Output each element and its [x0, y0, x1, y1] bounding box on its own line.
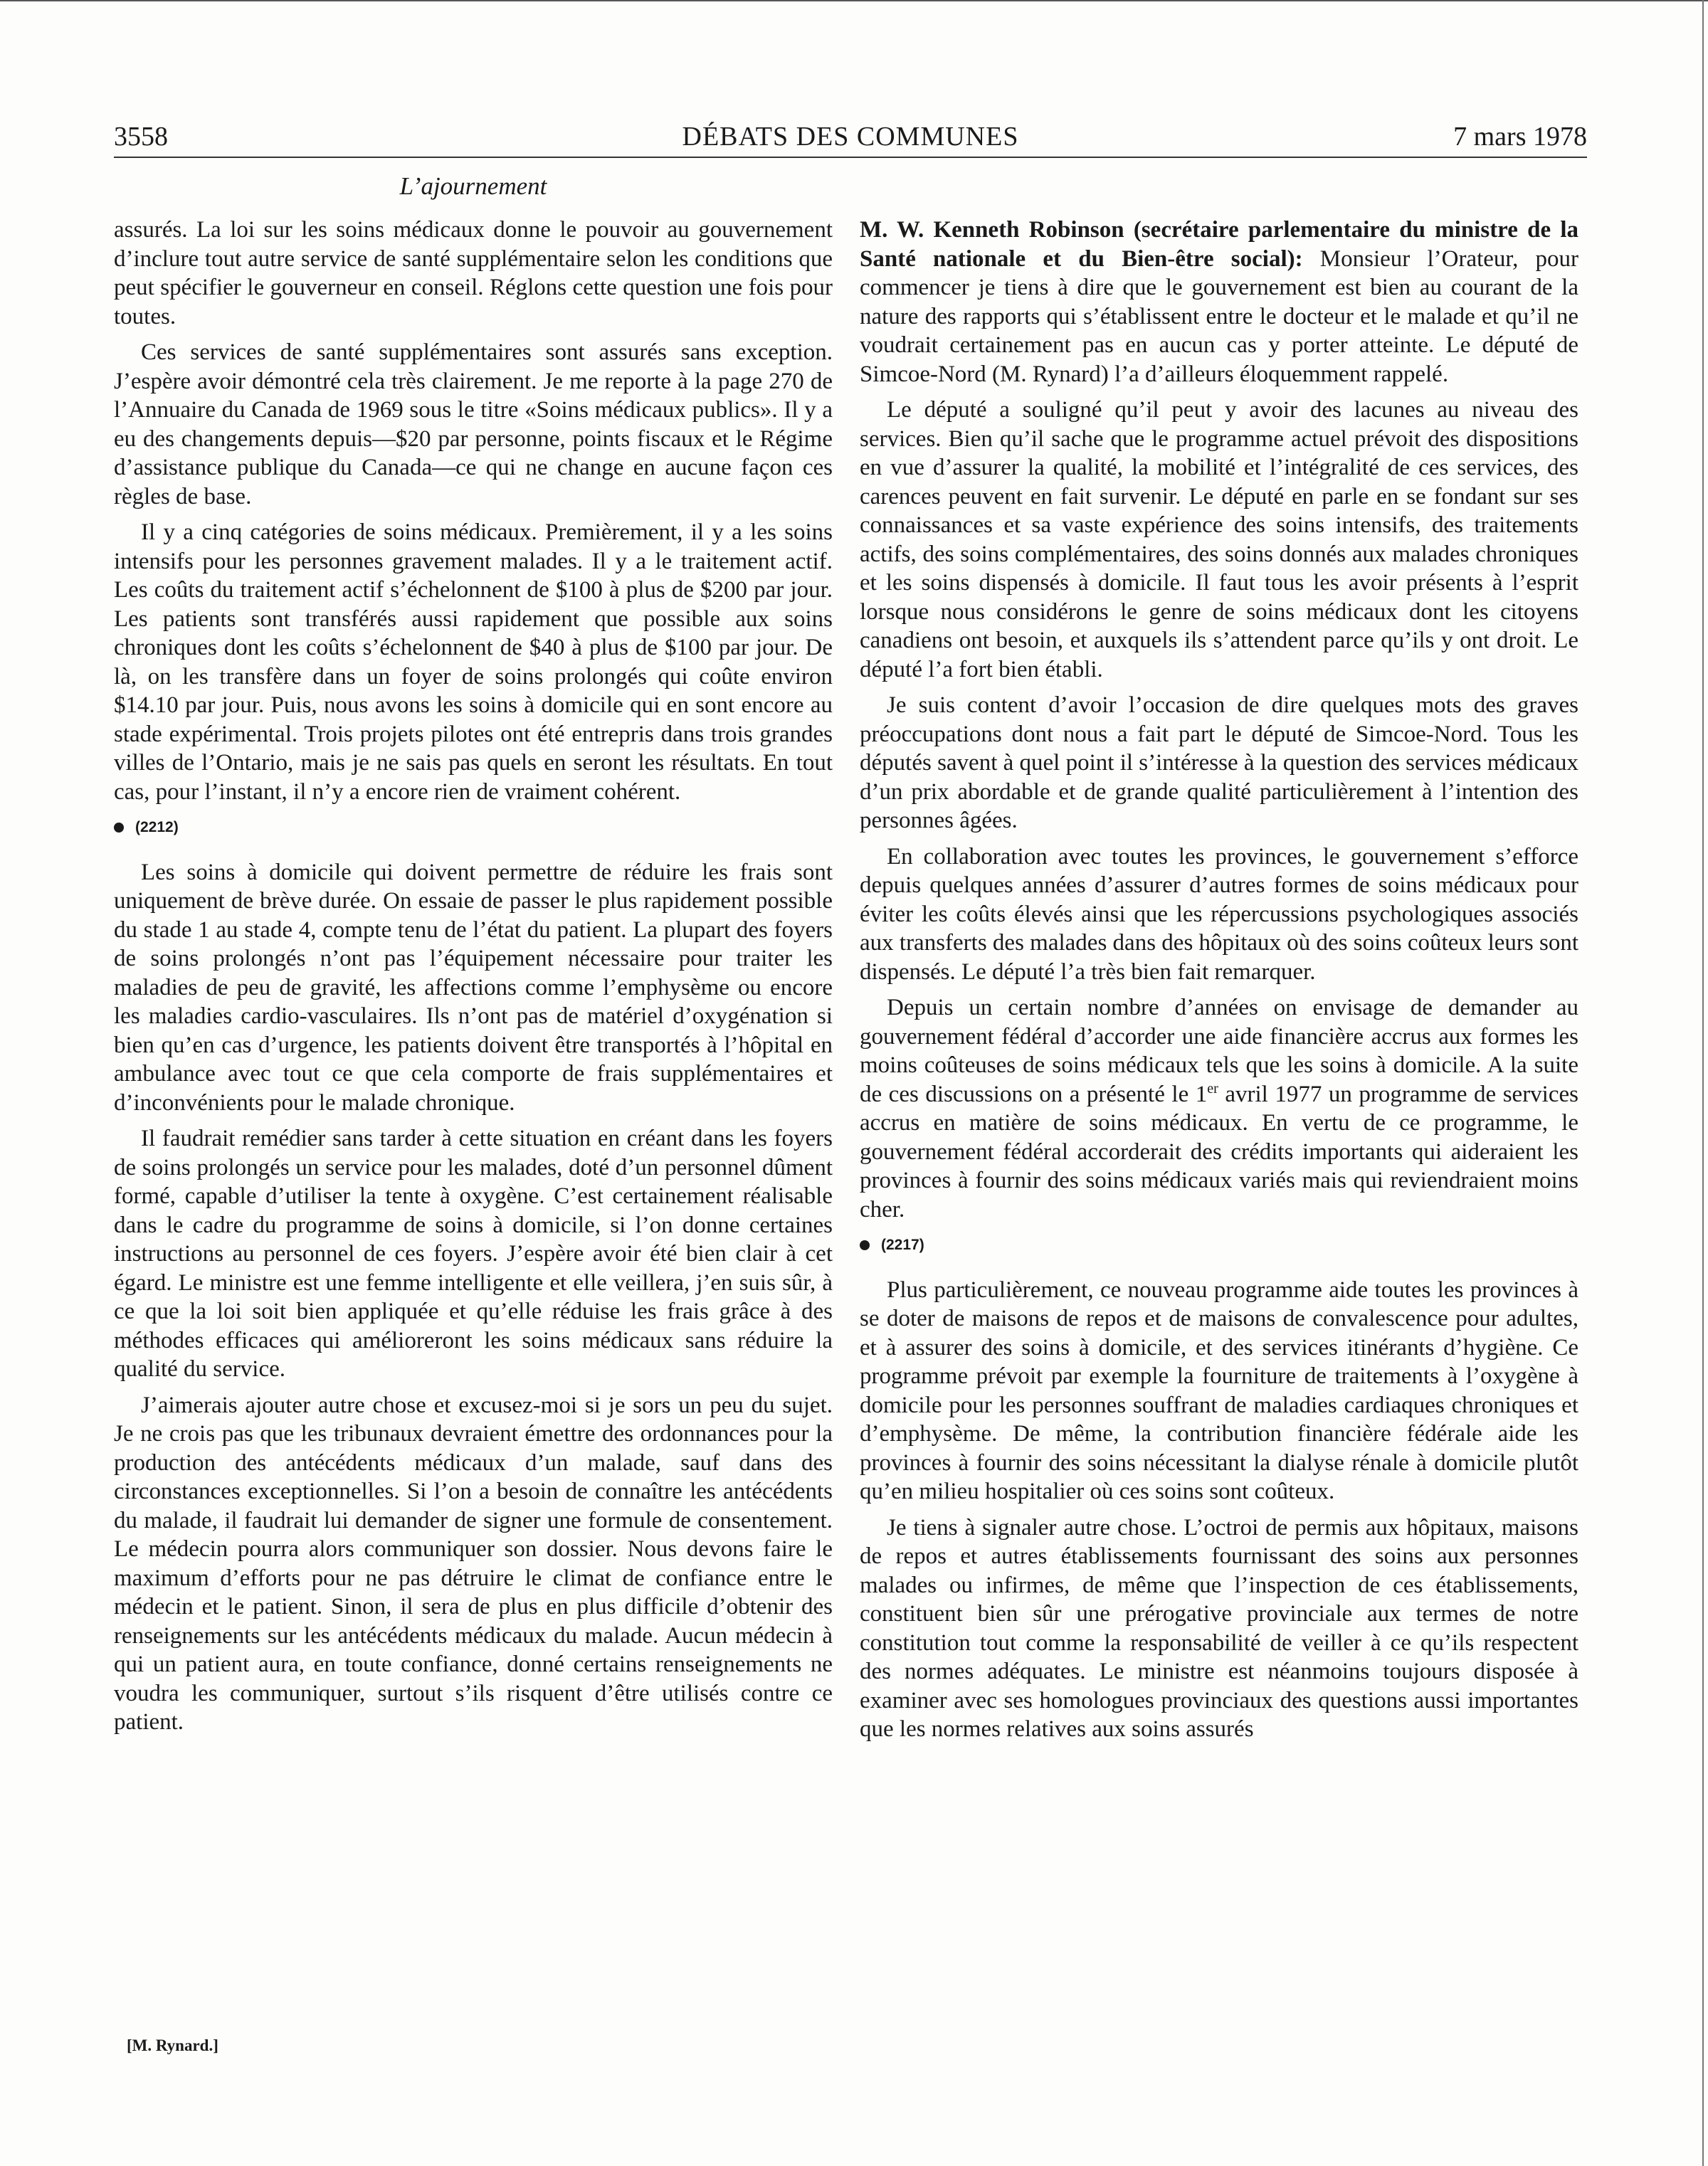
speaker-name: M. W. Kenneth Robinson (secrétaire parlementaire du ministre de la Santé nationale et du Bien-être social): [860, 217, 1578, 272]
right-column [860, 216, 1578, 1751]
paragraph: Les soins à domicile qui doivent permettre de réduire les frais sont uniquement de brève durée. On essaie de passer le plus rapidement possible du stade 1 au stade 4, compte tenu de l’état du patient. La plupart des foyers de soins prolongés n’ont pas l’équipement nécessaire pour traiter les maladies de peu de gravité, les affections comme l’emphysème ou encore les maladies cardio-vasculaires. Ils n’ont pas de matériel d’oxygénation si bien qu’en cas d’urgence, les patients doivent être transportés à l’hôpital en ambulance avec tout ce que cela comporte de frais supplémentaires et d’inconvénients pour le malade chronique. [114, 859, 833, 1116]
journal-title: DÉBATS DES COMMUNES [682, 122, 1019, 152]
page-border [0, 0, 1708, 1]
bullet-icon [114, 823, 124, 833]
paragraph-text: Monsieur l’Orateur, pour commencer je tiens à dire que le gouvernement est bien au courant de la nature des rapports qui s’établissent entre le docteur et le malade et qu’il ne voudrait certainement pas en aucun cas y porter atteinte. Le député de Simcoe-Nord (M. Rynard) l’a d’ailleurs éloquemment rappelé. [860, 245, 1579, 387]
time-marker [860, 1231, 1578, 1260]
header-rule [114, 157, 1587, 158]
left-column [114, 216, 833, 1744]
paragraph: Je suis content d’avoir l’occasion de dire quelques mots des graves préoccupations dont nous a fait part le député de Simcoe-Nord. Tous les députés savent à quel point il s’intéresse à la question des services médicaux d’un prix abordable et de grande qualité particulièrement à l’intention des personnes âgées. [860, 692, 1578, 833]
paragraph: En collaboration avec toutes les provinces, le gouvernement s’efforce depuis quelques années d’assurer d’autres formes de soins médicaux pour éviter les coûts élevés ainsi que les répercussions psychologiques associés aux transferts des malades dans des hôpitaux où des soins coûteux leurs sont dispensés. Le député l’a très bien fait remarquer. [860, 843, 1578, 985]
paragraph: Il y a cinq catégories de soins médicaux. Premièrement, il y a les soins intensifs pour les personnes gravement malades. Il y a le traitement actif. Les coûts du traitement actif s’échelonnent de $100 à plus de $200 par jour. Les patients sont transférés aussi rapidement que possible aux soins chroniques dont les coûts s’échelonnent de $40 à plus de $100 par jour. De là, on les transfère dans un foyer de soins prolongés qui coûte environ $14.10 par jour. Puis, nous avons les soins à domicile qui en sont encore au stade expérimental. Trois projets pilotes ont été entrepris dans trois grandes villes de l’Ontario, mais je ne sais pas quels en seront les résultats. En tout cas, pour l’instant, il n’y a encore rien de vraiment cohérent. [114, 519, 833, 805]
time-marker-label: (2212) [135, 819, 179, 835]
issue-date: 7 mars 1978 [1453, 122, 1587, 152]
time-marker [114, 813, 833, 842]
paragraph: Il faudrait remédier sans tarder à cette situation en créant dans les foyers de soins prolongés un service pour les malades, doté d’un personnel dûment formé, capable d’utiliser la tente à oxygène. C’est certainement réalisable dans le cadre du programme de soins à domicile, si l’on donne certaines instructions au personnel de ces foyers. J’espère avoir été bien clair à cet égard. Le ministre est une femme intelligente et elle veillera, j’en suis sûr, à ce que la loi soit bien appliquée et qu’elle réduise les frais grâce à des méthodes efficaces qui amélioreront les soins médicaux sans réduire la qualité du service. [114, 1126, 833, 1382]
paragraph: Je tiens à signaler autre chose. L’octroi de permis aux hôpitaux, maisons de repos et autres établissements fournissant des soins aux personnes malades ou infirmes, de même que l’inspection de ces établissements, constituent bien sûr une prérogative provinciale aux termes de notre constitution tout comme la responsabilité de veiller à ce qu’ils respectent des normes adéquates. Le ministre est néanmoins toujours disposée à examiner avec ses homologues provinciaux des questions aussi importantes que les normes relatives aux soins assurés [860, 1514, 1578, 1742]
running-head: L’ajournement [399, 172, 547, 200]
paragraph [860, 993, 1578, 1224]
paragraph: assurés. La loi sur les soins médicaux donne le pouvoir au gouvernement d’inclure tout autre service de santé supplémentaire selon les conditions que peut spécifier le gouverneur en conseil. Réglons cette question une fois pour toutes. [114, 217, 833, 329]
ordinal-suffix: er [1207, 1080, 1218, 1097]
paragraph: Plus particulièrement, ce nouveau programme aide toutes les provinces à se doter de maisons de repos et de maisons de convalescence pour adultes, et à assurer des soins à domicile, et des services itinérants d’hygiène. Ce programme prévoit par exemple la fourniture de traitements à l’oxygène à domicile pour les personnes souffrant de maladies cardiaques chroniques et d’emphysème. De même, la contribution financière fédérale aide les provinces à fournir des soins nécessitant la dialyse rénale à domicile plutôt qu’en milieu hospitalier où ces soins sont coûteux. [860, 1277, 1578, 1504]
paragraph: J’aimerais ajouter autre chose et excusez-moi si je sors un peu du sujet. Je ne crois pas que les tribunaux devraient émettre des ordonnances pour la production des antécédents médicaux d’un malade, sauf dans des circonstances exceptionnelles. Si l’on a besoin de connaître les antécédents du malade, il faudrait lui demander de signer une formule de consentement. Le médecin pourra alors communiquer son dossier. Nous devons faire le maximum d’efforts pour ne pas détruire le climat de confiance entre le médecin et le patient. Sinon, il sera de plus en plus difficile d’obtenir des renseignements sur les antécédents médicaux du malade. Aucun médecin à qui un patient aura, en toute confiance, donné certains renseignements ne voudra les communiquer, surtout s’ils risquent d’être utilisés contre ce patient. [114, 1392, 833, 1735]
bullet-icon [860, 1240, 870, 1250]
speaker-attribution: [M. Rynard.] [127, 2036, 218, 2054]
time-marker-label: (2217) [881, 1237, 924, 1253]
paragraph: Le député a souligné qu’il peut y avoir des lacunes au niveau des services. Bien qu’il sache que le programme actuel prévoit des dispositions en vue d’assurer la qualité, la mobilité et l’intégralité de ces services, des carences peuvent en fait survenir. Le député en parle en se fondant sur ses connaissances et sa vaste expérience des soins intensifs, des traitements actifs, des soins complémentaires, des soins donnés aux malades chroniques et les soins dispensés à domicile. Il faut tous les avoir présents à l’esprit lorsque nous considérons le genre de soins médicaux dont les citoyens canadiens ont besoin, et auxquels ils s’attendent parce qu’ils y ont droit. Le député l’a fort bien établi. [860, 397, 1578, 682]
page-edge [1702, 0, 1704, 2166]
paragraph-text: Depuis un certain nombre d’années on envisage de demander au gouvernement fédéral d’accorder une aide financière accrus aux formes les moins coûteuses de soins médicaux tels que les soins à domicile. A la suite de ces discussions on a présenté le 1 [860, 995, 1578, 1107]
paragraph: Ces services de santé supplémentaires sont assurés sans exception. J’espère avoir démontré cela très clairement. Je me reporte à la page 270 de l’Annuaire du Canada de 1969 sous le titre «Soins médicaux publics». Il y a eu des changements depuis—$20 par personne, points fiscaux et le Régime d’assistance publique du Canada—ce qui ne change en aucune façon ces règles de base. [114, 339, 833, 509]
page-number: 3558 [114, 122, 168, 152]
paragraph-text: avril 1977 un programme de services accrus en matière de soins médicaux. En vertu de ce programme, le gouvernement fédéral accorderait des crédits importants qui aideraient les provinces à fournir des soins médicaux variés mais qui reviendraient moins cher. [860, 1081, 1578, 1222]
paragraph [860, 216, 1578, 389]
